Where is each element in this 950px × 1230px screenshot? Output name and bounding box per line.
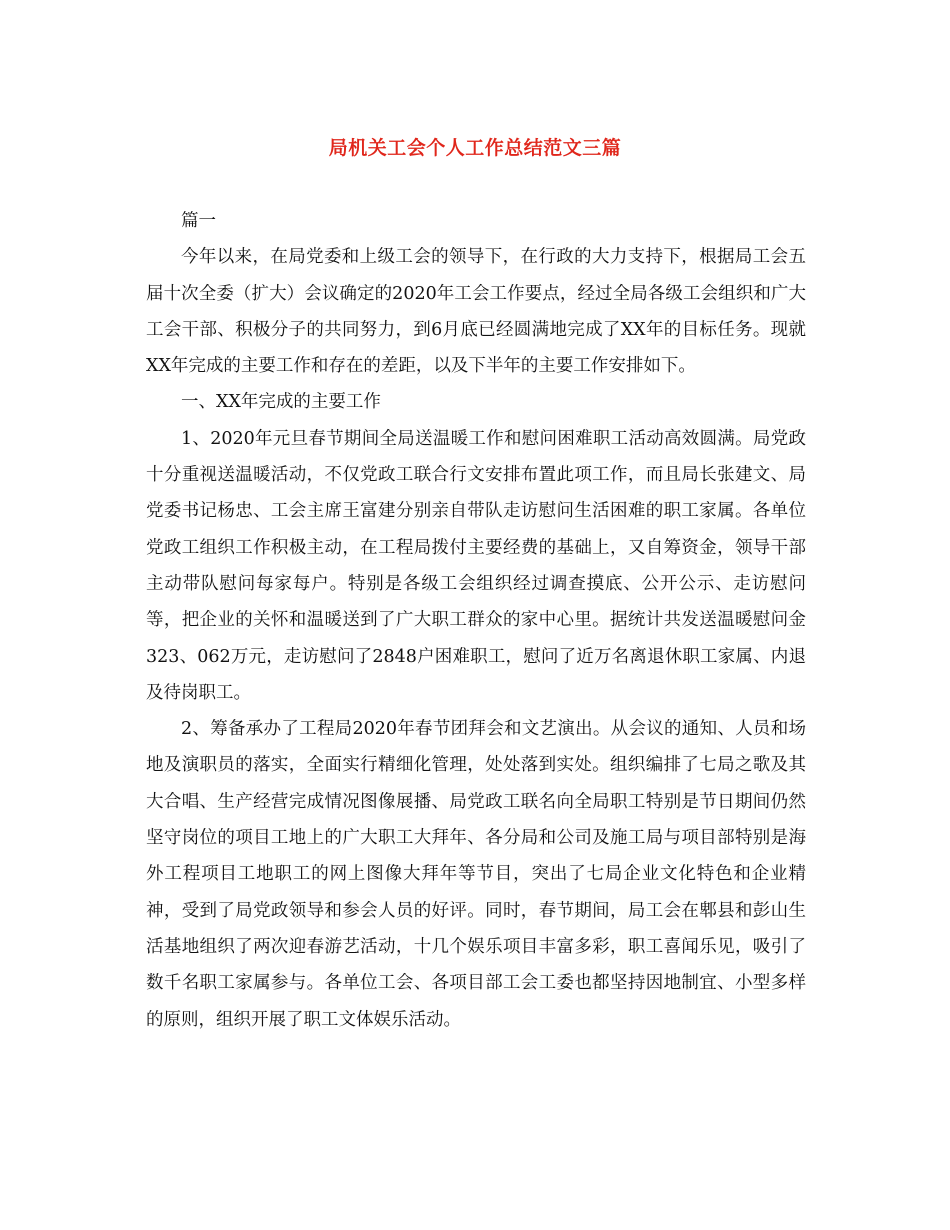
- body-paragraph-item-1: 1、2020年元旦春节期间全局送温暖工作和慰问困难职工活动高效圆满。局党政十分重视送温暖活动，不仅党政工联合行文安排布置此项工作，而且局长张建文、局党委书记杨忠、工会主席王富建分别亲自带队走访慰问生活困难的职工家属。各单位党政工组织工作积极主动，在工程局拨付主要经费的基础上，又自筹资金，领导干部主动带队慰问每家每户。特别是各级工会组织经过调查摸底、公开公示、走访慰问等，把企业的关怀和温暖送到了广大职工群众的家中心里。据统计共发送温暖慰问金323、062万元，走访慰问了2848户困难职工，慰问了近万名离退休职工家属、内退及待岗职工。: [146, 428, 806, 703]
- body-paragraph-item-2: 2、筹备承办了工程局2020年春节团拜会和文艺演出。从会议的通知、人员和场地及演职员的落实，全面实行精细化管理，处处落到实处。组织编排了七局之歌及其大合唱、生产经营完成情况图像展播、局党政工联名向全局职工特别是节日期间仍然坚守岗位的项目工地上的广大职工大拜年、各分局和公司及施工局与项目部特别是海外工程项目工地职工的网上图像大拜年等节目，突出了七局企业文化特色和企业精神，受到了局党政领导和参会人员的好评。同时，春节期间，局工会在郫县和彭山生活基地组织了两次迎春游艺活动，十几个娱乐项目丰富多彩，职工喜闻乐见，吸引了数千名职工家属参与。各单位工会、各项目部工会工委也都坚持因地制宜、小型多样的原则，组织开展了职工文体娱乐活动。: [146, 719, 806, 1030]
- section-heading-part-one: 篇一: [181, 211, 216, 231]
- section-heading-main-work: 一、XX年完成的主要工作: [181, 392, 381, 413]
- document-title: 局机关工会个人工作总结范文三篇: [328, 137, 622, 159]
- document-body: [146, 203, 806, 1038]
- intro-paragraph: 今年以来，在局党委和上级工会的领导下，在行政的大力支持下，根据局工会五届十次全委（扩大）会议确定的2020年工会工作要点，经过全局各级工会组织和广大工会干部、积极分子的共同努力，到6月底已经圆满地完成了XX年的目标任务。现就XX年完成的主要工作和存在的差距，以及下半年的主要工作安排如下。: [146, 247, 806, 377]
